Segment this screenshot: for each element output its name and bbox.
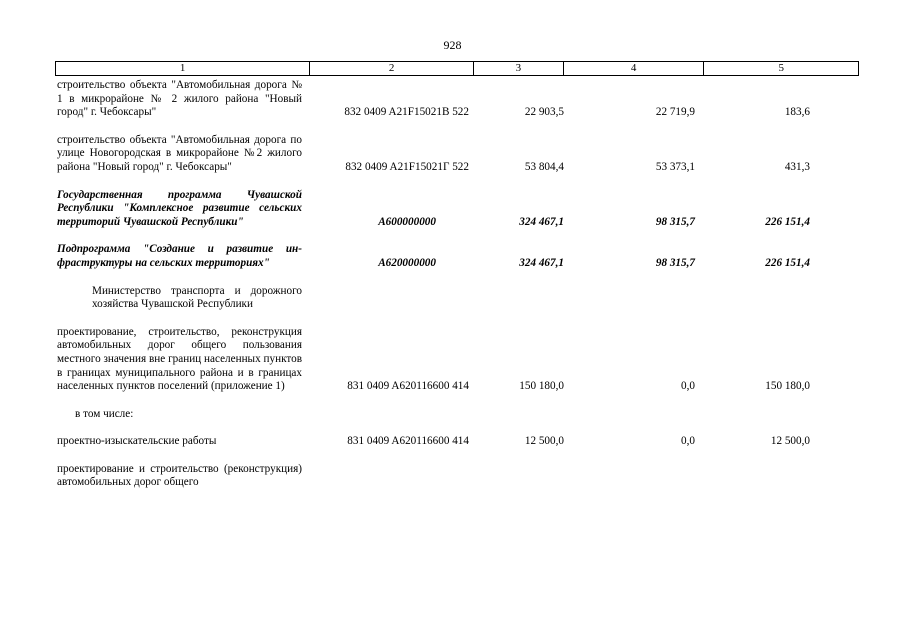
row-value-4: 22 719,9 xyxy=(655,106,695,119)
row-code: 832 0409 A21F15021B 522 xyxy=(344,106,469,119)
row-value-5: 12 500,0 xyxy=(770,435,810,448)
table-row xyxy=(55,285,859,312)
row-name: строительство объекта "Автомобильная дорога № 1 в микрорайоне № 2 жилого района "Новый город" г. Чебоксары" xyxy=(57,79,302,119)
row-value-4: 98 315,7 xyxy=(655,215,695,228)
row-value-3: 324 467,1 xyxy=(519,256,564,269)
row-code: A620000000 xyxy=(378,256,436,269)
table-row xyxy=(55,79,859,120)
row-name: в том числе: xyxy=(75,407,134,420)
row-name: Подпрограмма "Создание и развитие инфраструктуры на сельских территориях" xyxy=(57,243,302,269)
row-name: Министерство транспорта и дорожного хозяйства Чувашской Республики xyxy=(92,284,302,311)
header-col-3: 3 xyxy=(474,62,564,75)
row-value-5: 226 151,4 xyxy=(765,215,810,228)
row-name: Государственная программа Чувашской Республики "Комплексное развитие сельских территорий Чувашской Республики" xyxy=(57,188,302,228)
budget-table xyxy=(55,61,859,490)
row-name: проектирование, строительство, реконструкция автомобильных дорог общего пользования местного значения вне границ населенных пунктов в границах муниципального района и в границах населенных пунктов поселений (приложение 1) xyxy=(57,325,302,393)
table-row xyxy=(55,435,859,449)
table-row xyxy=(55,134,859,175)
header-col-5: 5 xyxy=(778,62,784,74)
header-col-2: 2 xyxy=(310,62,474,75)
row-value-3: 324 467,1 xyxy=(519,215,564,228)
table-row xyxy=(55,408,859,422)
header-col-1: 1 xyxy=(56,62,310,75)
table-row xyxy=(55,189,859,230)
row-value-4: 0,0 xyxy=(681,380,695,393)
row-name: строительство объекта "Автомобильная дорога по улице Новогородская в микрорайоне №2 жилого района "Новый город" г. Чебоксары" xyxy=(57,133,302,173)
row-name: проектирование и строительство (реконструкция) автомобильных дорог общего xyxy=(57,462,302,489)
row-code: 832 0409 A21F15021Г 522 xyxy=(345,160,469,173)
row-value-5: 150 180,0 xyxy=(765,380,810,393)
row-code: A600000000 xyxy=(378,215,436,228)
row-value-5: 183,6 xyxy=(784,106,810,119)
table-row xyxy=(55,326,859,394)
row-value-4: 53 373,1 xyxy=(655,160,695,173)
row-name: проектно-изыскательские работы xyxy=(57,435,217,448)
table-row xyxy=(55,463,859,490)
row-value-3: 12 500,0 xyxy=(524,435,564,448)
row-value-5: 431,3 xyxy=(784,160,810,173)
table-header xyxy=(55,61,859,76)
row-code: 831 0409 A620116600 414 xyxy=(347,380,469,393)
header-col-4: 4 xyxy=(564,62,705,75)
row-value-3: 150 180,0 xyxy=(519,380,564,393)
row-value-3: 53 804,4 xyxy=(524,160,564,173)
table-row xyxy=(55,243,859,270)
row-value-3: 22 903,5 xyxy=(524,106,564,119)
row-value-5: 226 151,4 xyxy=(765,256,810,269)
row-value-4: 98 315,7 xyxy=(655,256,695,269)
row-value-4: 0,0 xyxy=(681,435,695,448)
row-code: 831 0409 A620116600 414 xyxy=(347,435,469,448)
page-number: 928 xyxy=(443,38,462,52)
